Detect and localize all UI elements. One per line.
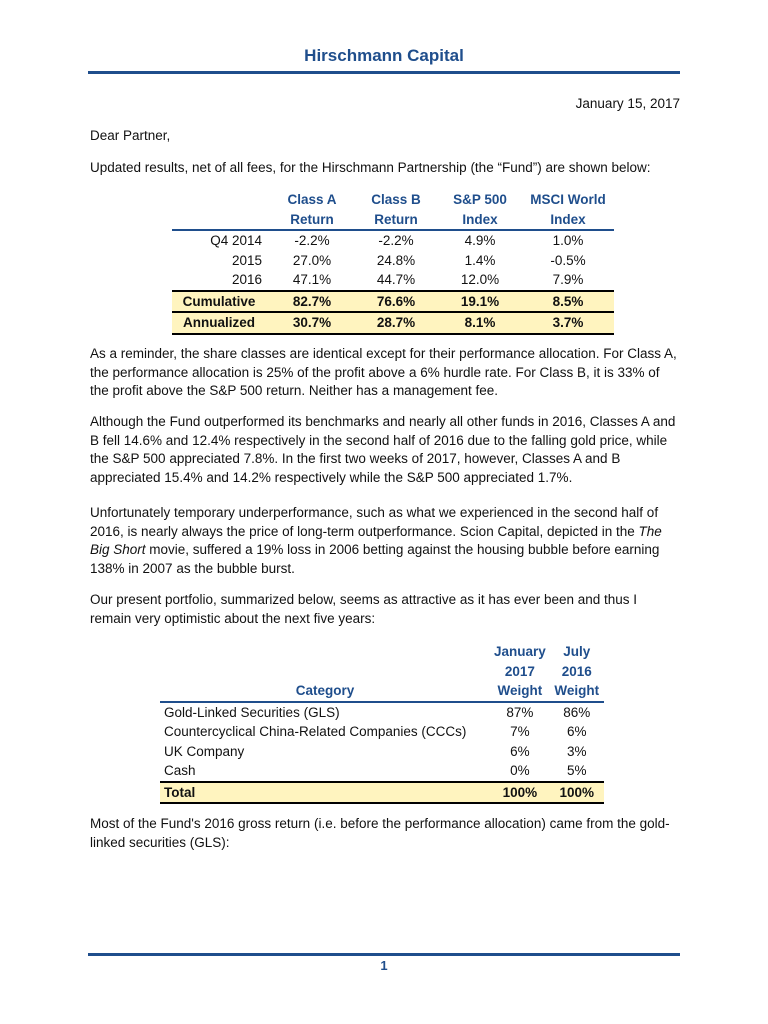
col-header-july: July xyxy=(563,644,591,659)
table-cell: 1.4% xyxy=(464,252,496,268)
annualized-row xyxy=(172,312,614,334)
header-rule xyxy=(88,71,680,74)
row-label: 2016 xyxy=(231,272,262,288)
category-cell: Total xyxy=(160,782,490,804)
col-subheader-sp500: Index xyxy=(438,210,522,231)
table-cell: -2.2% xyxy=(294,233,330,249)
para-text: Unfortunately temporary underperformance, such as what we experienced in the second half of 2016, is nearly always the price of long-term outperformance. Scion Capital, depicted in the xyxy=(90,505,659,539)
performance-paragraph: Although the Fund outperformed its benchmarks and nearly all other funds in 2016, Classes A and B fell 14.6% and 12.4% respectively in the second half of 2016 due to the falling gold price, while the S&P 500 appreciated 7.8%. In the first two weeks of 2017, however, Classes A and B appreciated 15.4% and 14.2% respectively while the S&P 500 appreciated 1.7%. xyxy=(90,414,676,485)
table-cell: 5% xyxy=(567,763,587,779)
table-row xyxy=(160,722,604,742)
table-cell: 0% xyxy=(510,763,530,779)
table-cell: 6% xyxy=(510,743,530,759)
table-cell: 24.8% xyxy=(376,252,416,268)
col-header-class-b: Class B xyxy=(371,192,421,207)
total-row xyxy=(160,782,604,804)
col-header-2016: 2016 xyxy=(561,663,592,679)
table-cell: 1.0% xyxy=(552,233,584,249)
table-row xyxy=(160,702,604,723)
table-cell: 30.7% xyxy=(270,312,354,334)
table-cell: 8.5% xyxy=(522,291,614,313)
col-subheader-class-b: Return xyxy=(354,210,438,231)
share-class-paragraph: As a reminder, the share classes are identical except for their performance allocation. For Class A, the performance allocation is 25% of the profit above a 6% hurdle rate. For Class B, it is 33% of the profit above the S&P 500 return. Neither has a management fee. xyxy=(90,346,677,398)
category-cell: Countercyclical China-Related Companies (CCCs) xyxy=(164,724,467,740)
table-cell: 82.7% xyxy=(270,291,354,313)
table-cell: 47.1% xyxy=(292,272,332,288)
portfolio-table xyxy=(160,642,604,804)
table-cell: 100% xyxy=(490,782,550,804)
col-header-category: Category xyxy=(160,681,490,702)
table-row xyxy=(172,251,614,271)
table-cell: -0.5% xyxy=(550,252,586,268)
book-title: The Big Short xyxy=(90,523,662,557)
col-header-2017: 2017 xyxy=(504,663,535,679)
salutation: Dear Partner, xyxy=(90,128,171,143)
table-cell: 87% xyxy=(506,704,534,720)
table-cell: 3.7% xyxy=(522,312,614,334)
table-row xyxy=(172,270,614,291)
table-cell: 44.7% xyxy=(376,272,416,288)
col-header-sp500: S&P 500 xyxy=(453,192,507,207)
portfolio-intro-paragraph: Our present portfolio, summarized below, seems as attractive as it has ever been and thus I remain very optimistic about the next five years: xyxy=(90,592,638,626)
col-header-weight-jul: Weight xyxy=(550,681,604,702)
table-cell: 12.0% xyxy=(460,272,500,288)
table-cell: 6% xyxy=(567,724,587,740)
table-cell: 4.9% xyxy=(464,233,496,249)
category-cell: Cash xyxy=(164,763,196,779)
letter-date: January 15, 2017 xyxy=(575,96,680,111)
col-header-weight-jan: Weight xyxy=(490,681,550,702)
table-cell: 3% xyxy=(567,743,587,759)
category-cell: UK Company xyxy=(164,743,245,759)
table-cell: 7.9% xyxy=(552,272,584,288)
cumulative-row xyxy=(172,291,614,313)
table-cell: 76.6% xyxy=(354,291,438,313)
table-row xyxy=(160,761,604,782)
col-subheader-class-a: Return xyxy=(270,210,354,231)
letterhead-title: Hirschmann Capital xyxy=(304,46,464,65)
row-label: 2015 xyxy=(231,252,262,268)
row-label: Annualized xyxy=(172,312,270,334)
table-row xyxy=(160,742,604,762)
table-cell: 27.0% xyxy=(292,252,332,268)
page-number: 1 xyxy=(380,958,388,973)
col-subheader-msci: Index xyxy=(522,210,614,231)
underperformance-paragraph xyxy=(90,504,680,578)
gls-paragraph: Most of the Fund's 2016 gross return (i.e. before the performance allocation) came from the gold-linked securities (GLS): xyxy=(90,816,670,850)
row-label: Cumulative xyxy=(172,291,270,313)
returns-table xyxy=(172,190,614,335)
col-header-class-a: Class A xyxy=(287,192,337,207)
col-header-january: January xyxy=(494,644,546,659)
table-cell: 19.1% xyxy=(438,291,522,313)
para-text: movie, suffered a 19% loss in 2006 betting against the housing bubble before earning 138% in 2007 as the bubble burst. xyxy=(90,542,660,576)
table-cell: 8.1% xyxy=(438,312,522,334)
table-row xyxy=(172,230,614,251)
table-cell: 86% xyxy=(563,704,591,720)
table-cell: 100% xyxy=(550,782,604,804)
row-label: Q4 2014 xyxy=(210,233,262,249)
footer-rule xyxy=(88,953,680,956)
table-cell: -2.2% xyxy=(378,233,414,249)
intro-paragraph: Updated results, net of all fees, for the Hirschmann Partnership (the “Fund”) are shown below: xyxy=(90,160,651,175)
category-cell: Gold-Linked Securities (GLS) xyxy=(164,704,340,720)
table-cell: 28.7% xyxy=(354,312,438,334)
col-header-msci: MSCI World xyxy=(530,192,606,207)
table-cell: 7% xyxy=(510,724,530,740)
